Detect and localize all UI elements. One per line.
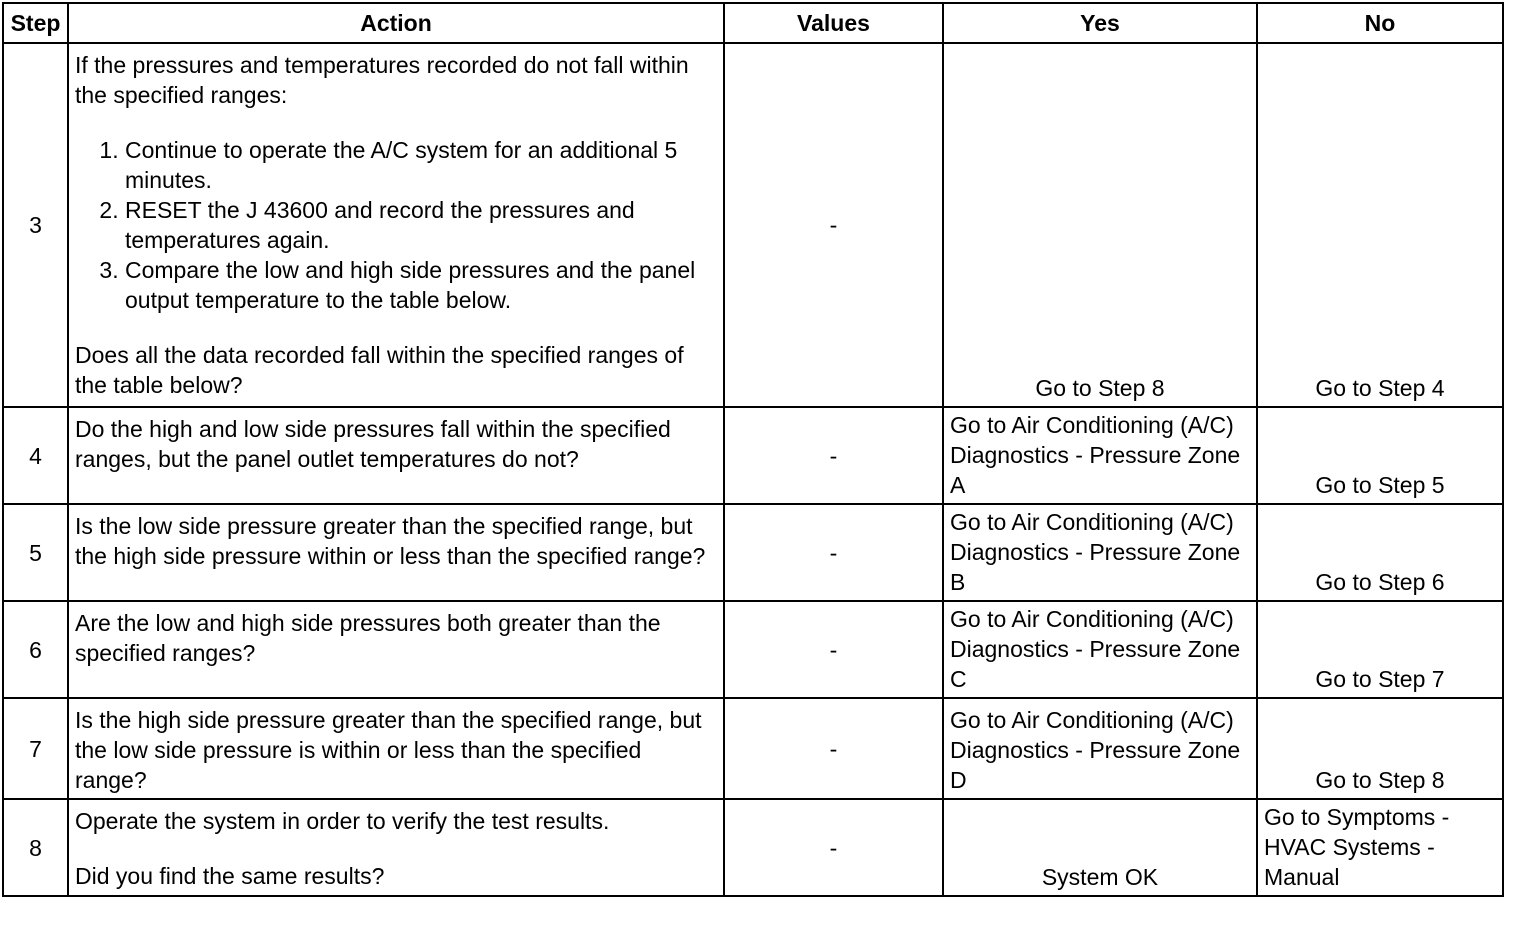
values-cell: - [724, 407, 943, 504]
action-question: Did you find the same results? [75, 863, 385, 889]
table-row [3, 698, 1503, 799]
header-values: Values [724, 3, 943, 43]
action-cell [68, 43, 724, 407]
action-cell [68, 799, 724, 896]
action-steps-list [75, 135, 717, 315]
action-text: Operate the system in order to verify the test results. [75, 808, 610, 834]
header-yes: Yes [943, 3, 1257, 43]
step-number: 6 [3, 601, 68, 698]
action-intro: If the pressures and temperatures recorded do not fall within the specified ranges: [75, 52, 689, 108]
table-row [3, 601, 1503, 698]
step-number: 3 [3, 43, 68, 407]
header-action: Action [68, 3, 724, 43]
yes-cell: Go to Air Conditioning (A/C) Diagnostics - Pressure Zone D [943, 698, 1257, 799]
step-number: 4 [3, 407, 68, 504]
yes-cell: System OK [943, 799, 1257, 896]
list-item: 1. Continue to operate the A/C system for an additional 5 minutes. [125, 135, 717, 195]
header-step: Step [3, 3, 68, 43]
list-item: 3. Compare the low and high side pressures and the panel output temperature to the table below. [125, 255, 717, 315]
values-cell: - [724, 698, 943, 799]
no-cell: Go to Symptoms - HVAC Systems - Manual [1257, 799, 1503, 896]
step-number: 5 [3, 504, 68, 601]
diagnostic-table [2, 2, 1504, 897]
action-cell: Is the high side pressure greater than the specified range, but the low side pressure is within or less than the specified range? [68, 698, 724, 799]
action-question: Does all the data recorded fall within the specified ranges of the table below? [75, 342, 684, 398]
no-cell: Go to Step 5 [1257, 407, 1503, 504]
values-cell: - [724, 43, 943, 407]
table-row [3, 43, 1503, 407]
table-row [3, 407, 1503, 504]
list-item: 2. RESET the J 43600 and record the pressures and temperatures again. [125, 195, 717, 255]
no-cell: Go to Step 8 [1257, 698, 1503, 799]
yes-cell: Go to Air Conditioning (A/C) Diagnostics - Pressure Zone A [943, 407, 1257, 504]
table-row [3, 799, 1503, 896]
header-row [3, 3, 1503, 43]
step-number: 8 [3, 799, 68, 896]
yes-cell: Go to Step 8 [943, 43, 1257, 407]
table-row [3, 504, 1503, 601]
values-cell: - [724, 601, 943, 698]
yes-cell: Go to Air Conditioning (A/C) Diagnostics - Pressure Zone C [943, 601, 1257, 698]
action-cell: Do the high and low side pressures fall within the specified ranges, but the panel outlet temperatures do not? [68, 407, 724, 504]
header-no: No [1257, 3, 1503, 43]
no-cell: Go to Step 6 [1257, 504, 1503, 601]
no-cell: Go to Step 7 [1257, 601, 1503, 698]
yes-cell: Go to Air Conditioning (A/C) Diagnostics - Pressure Zone B [943, 504, 1257, 601]
action-cell: Is the low side pressure greater than the specified range, but the high side pressure within or less than the specified range? [68, 504, 724, 601]
values-cell: - [724, 504, 943, 601]
action-cell: Are the low and high side pressures both greater than the specified ranges? [68, 601, 724, 698]
no-cell: Go to Step 4 [1257, 43, 1503, 407]
values-cell: - [724, 799, 943, 896]
step-number: 7 [3, 698, 68, 799]
